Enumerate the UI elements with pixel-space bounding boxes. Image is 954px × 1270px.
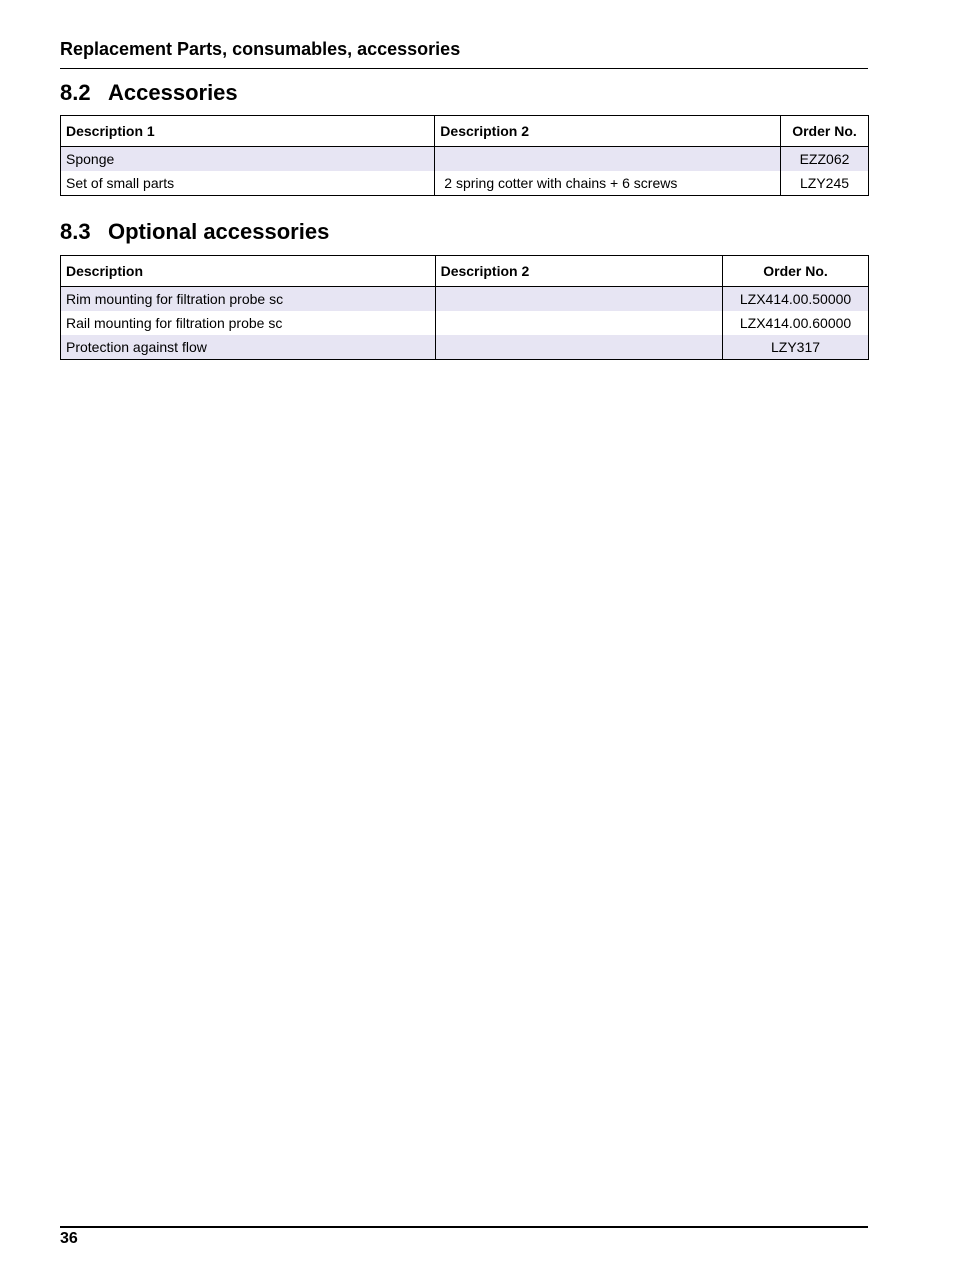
column-header-description-2: Description 2 <box>435 116 781 147</box>
table-row <box>61 311 869 335</box>
cell-order-no: LZY317 <box>723 335 869 360</box>
table-header-row <box>61 256 869 287</box>
column-header-order-no: Order No. <box>781 116 869 147</box>
cell-description-2 <box>435 147 781 172</box>
header-divider <box>60 68 868 69</box>
section-heading-accessories <box>60 80 868 106</box>
cell-description-2 <box>435 311 722 335</box>
column-header-description: Description <box>61 256 436 287</box>
accessories-table <box>60 115 869 196</box>
section-number: 8.2 <box>60 80 91 105</box>
cell-order-no: EZZ062 <box>781 147 869 172</box>
cell-description: Sponge <box>61 147 435 172</box>
column-header-order-no: Order No. <box>723 256 869 287</box>
table-header-row <box>61 116 869 147</box>
cell-description-2: 2 spring cotter with chains + 6 screws <box>435 171 781 196</box>
table-row <box>61 147 869 172</box>
page-number: 36 <box>60 1230 78 1247</box>
cell-order-no: LZX414.00.60000 <box>723 311 869 335</box>
running-header: Replacement Parts, consumables, accessories <box>60 39 461 59</box>
section-title: Optional accessories <box>108 219 330 244</box>
table-row <box>61 287 869 312</box>
optional-accessories-table <box>60 255 869 360</box>
table-row <box>61 335 869 360</box>
section-title: Accessories <box>108 80 238 105</box>
cell-order-no: LZX414.00.50000 <box>723 287 869 312</box>
table-row <box>61 171 869 196</box>
column-header-description-1: Description 1 <box>61 116 435 147</box>
cell-description-2 <box>435 287 722 312</box>
footer-divider <box>60 1226 868 1228</box>
column-header-description-2: Description 2 <box>435 256 722 287</box>
cell-description: Rim mounting for filtration probe sc <box>61 287 436 312</box>
cell-description: Rail mounting for filtration probe sc <box>61 311 436 335</box>
cell-description: Set of small parts <box>61 171 435 196</box>
cell-order-no: LZY245 <box>781 171 869 196</box>
section-heading-optional-accessories <box>60 219 868 245</box>
section-number: 8.3 <box>60 219 91 244</box>
cell-description: Protection against flow <box>61 335 436 360</box>
cell-description-2 <box>435 335 722 360</box>
